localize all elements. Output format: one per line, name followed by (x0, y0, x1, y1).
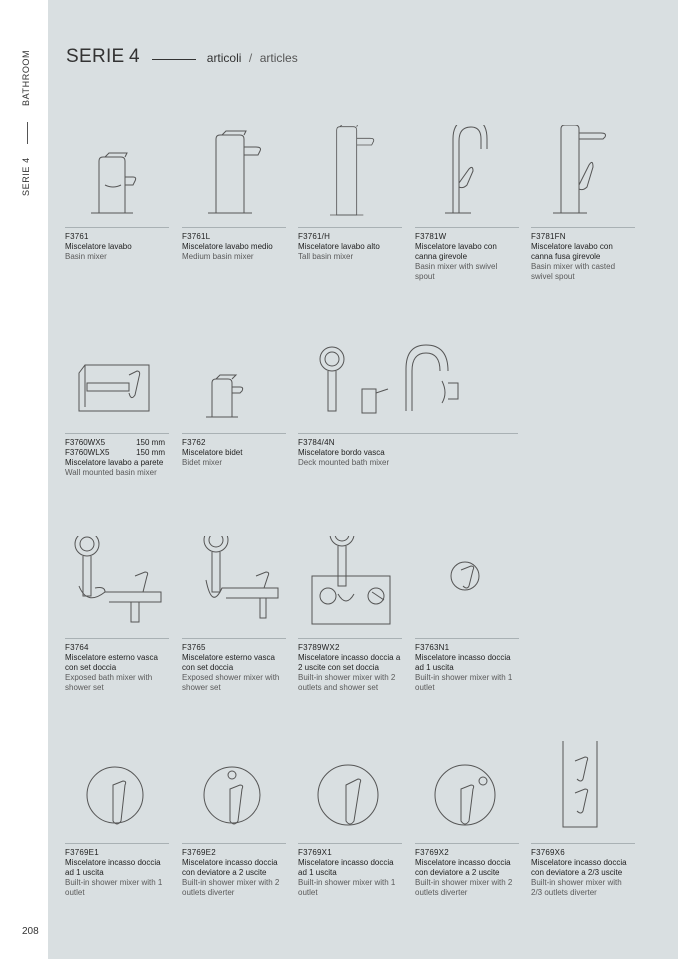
bidet-mixer-icon (182, 331, 286, 431)
product-name-en: Deck mounted bath mixer (298, 458, 390, 467)
product-card (415, 741, 519, 898)
sidebar-divider (27, 122, 28, 144)
product-code: F3769X6 (531, 848, 565, 857)
product-code: F3769X2 (415, 848, 449, 857)
product-code: F3769E2 (182, 848, 216, 857)
product-name-en: Medium basin mixer (182, 252, 254, 261)
product-name-it: Miscelatore esterno vasca con set doccia (65, 653, 158, 672)
product-code: F3781W (415, 232, 447, 241)
product-name-it: Miscelatore lavabo con canna fusa girevole (531, 242, 613, 261)
catalog-page (48, 0, 678, 959)
product-name-en: Exposed bath mixer with shower set (65, 673, 153, 692)
product-card (65, 536, 169, 693)
medium-basin-mixer-icon (182, 125, 286, 225)
product-card (531, 125, 635, 282)
product-code: F3789WX2 (298, 643, 340, 652)
product-code: F3761 (65, 232, 89, 241)
title-series-word: SERIE (66, 46, 125, 67)
product-card (65, 741, 169, 898)
product-name-it: Miscelatore incasso doccia ad 1 uscita (415, 653, 511, 672)
product-code: F3769E1 (65, 848, 99, 857)
tall-basin-mixer-icon (298, 125, 402, 225)
product-card (65, 125, 169, 262)
product-card (298, 331, 518, 468)
product-name-en: Wall mounted basin mixer (65, 468, 157, 477)
product-name-it: Miscelatore incasso doccia con deviatore a 2/3 uscite (531, 858, 627, 877)
product-code: F3769X1 (298, 848, 332, 857)
product-size-alt: 150 mm (136, 448, 165, 457)
product-name-en: Built-in shower mixer with 1 outlet (65, 878, 163, 897)
product-name-en: Basin mixer with swivel spout (415, 262, 498, 281)
product-card (182, 741, 286, 898)
title-articoli: articoli (206, 51, 242, 65)
title-articles: articles (259, 51, 298, 65)
product-name-en: Built-in shower mixer with 1 outlet (298, 878, 396, 897)
exposed-bath-mixer-icon (65, 536, 169, 636)
product-card (182, 125, 286, 262)
page-number: 208 (22, 926, 39, 937)
built-in-shower-set-icon (298, 536, 402, 636)
product-code: F3761/H (298, 232, 331, 241)
built-in-small-mixer-icon (415, 536, 519, 636)
product-name-it: Miscelatore lavabo con canna girevole (415, 242, 497, 261)
product-name-en: Exposed shower mixer with shower set (182, 673, 280, 692)
round-plate-mixer-x-icon (298, 741, 402, 841)
product-card (415, 125, 519, 282)
casted-swivel-spout-mixer-icon (531, 125, 635, 225)
product-code: F3760WX5 (65, 438, 106, 447)
wall-basin-mixer-icon (65, 331, 169, 431)
round-plate-mixer-icon (65, 741, 169, 841)
product-name-it: Miscelatore lavabo a parete (65, 458, 164, 467)
round-plate-diverter-icon (182, 741, 286, 841)
product-name-en: Bidet mixer (182, 458, 223, 467)
product-name-en: Built-in shower mixer with 2 outlets diverter (415, 878, 513, 897)
sidebar-series: SERIE 4 (21, 157, 31, 196)
product-name-en: Basin mixer with casted swivel spout (531, 262, 616, 281)
product-name-it: Miscelatore lavabo (65, 242, 132, 251)
title-series-number: 4 (128, 46, 140, 67)
page-title (66, 46, 298, 68)
product-name-en: Built-in shower mixer with 1 outlet (415, 673, 513, 692)
product-name-it: Miscelatore incasso doccia ad 1 uscita (65, 858, 161, 877)
product-name-en: Built-in shower mixer with 2 outlets and shower set (298, 673, 396, 692)
product-code: F3762 (182, 438, 206, 447)
product-card (298, 125, 402, 262)
product-name-it: Miscelatore incasso doccia con deviatore a 2 uscite (415, 858, 511, 877)
product-name-en: Built-in shower mixer with 2 outlets diverter (182, 878, 280, 897)
product-code: F3764 (65, 643, 89, 652)
product-name-it: Miscelatore lavabo alto (298, 242, 380, 251)
sidebar (0, 0, 48, 959)
product-card (298, 741, 402, 898)
product-name-en: Basin mixer (65, 252, 107, 261)
product-name-it: Miscelatore esterno vasca con set doccia (182, 653, 275, 672)
rect-plate-diverter-icon (531, 741, 635, 841)
product-name-it: Miscelatore incasso doccia con deviatore a 2 uscite (182, 858, 278, 877)
product-name-en: Built-in shower mixer with 2/3 outlets diverter (531, 878, 622, 897)
product-card (531, 741, 635, 898)
round-plate-diverter-x-icon (415, 741, 519, 841)
product-code: F3781FN (531, 232, 566, 241)
product-card (298, 536, 402, 693)
sidebar-category: BATHROOM (21, 49, 31, 106)
product-code-alt: F3760WLX5 (65, 448, 110, 457)
basin-mixer-icon (65, 125, 169, 225)
product-card (65, 331, 169, 478)
product-card (415, 536, 519, 693)
product-name-it: Miscelatore bidet (182, 448, 243, 457)
product-code: F3761L (182, 232, 211, 241)
product-card (182, 331, 286, 468)
swivel-spout-mixer-icon (415, 125, 519, 225)
product-code: F3784/4N (298, 438, 335, 447)
deck-bath-mixer-icon (298, 331, 518, 431)
title-separator: / (248, 51, 253, 65)
product-name-it: Miscelatore incasso doccia ad 1 uscita (298, 858, 394, 877)
product-card (182, 536, 286, 693)
title-rule (152, 59, 196, 60)
product-name-it: Miscelatore bordo vasca (298, 448, 385, 457)
exposed-shower-mixer-icon (182, 536, 286, 636)
product-name-it: Miscelatore incasso doccia a 2 uscite con set doccia (298, 653, 401, 672)
product-name-it: Miscelatore lavabo medio (182, 242, 273, 251)
product-code: F3763N1 (415, 643, 450, 652)
product-code: F3765 (182, 643, 206, 652)
product-size: 150 mm (136, 438, 165, 447)
product-name-en: Tall basin mixer (298, 252, 354, 261)
